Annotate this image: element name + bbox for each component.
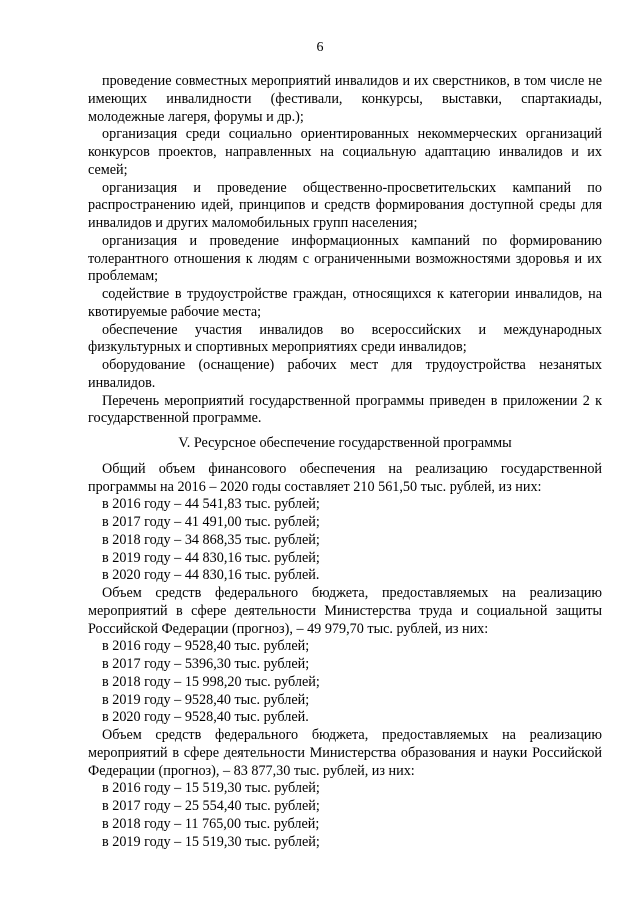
list-item-information-campaigns: организация и проведение информационных кампаний по формированию толерантного отношения к людям с ограниченными возможностями здоровья и их проблемам; <box>88 232 602 285</box>
paragraph-education-ministry-funding: Объем средств федерального бюджета, предоставляемых на реализацию мероприятий в сфере деятельности Министерства образования и науки Российской Федерации (прогноз), – 83 877,30 тыс. рублей, из них: <box>88 727 602 779</box>
section-heading: V. Ресурсное обеспечение государственной программы <box>178 435 512 451</box>
list-item-workplace-equipment: оборудование (оснащение) рабочих мест для трудоустройства незанятых инвалидов. <box>88 357 602 391</box>
list-item-employment-assistance: содействие в трудоустройстве граждан, относящихся к категории инвалидов, на квотируемые рабочие места; <box>88 286 602 320</box>
paragraph-total-funding: Общий объем финансового обеспечения на реализацию государственной программы на 2016 – 2020 годы составляет 210 561,50 тыс. рублей, из них: <box>88 460 602 495</box>
funding-year-line: в 2018 году – 11 765,00 тыс. рублей; <box>102 815 320 832</box>
funding-year-line: в 2016 году – 44 541,83 тыс. рублей; <box>102 496 320 513</box>
list-item-nko-contests: организация среди социально ориентированных некоммерческих организаций конкурсов проектов, направленных на социальную адаптацию инвалидов и их семей; <box>88 126 602 178</box>
document-body <box>88 73 602 851</box>
page-number: 6 <box>316 40 324 55</box>
funding-year-line: в 2018 году – 34 868,35 тыс. рублей; <box>102 531 320 548</box>
funding-year-line: в 2016 году – 15 519,30 тыс. рублей; <box>102 780 320 797</box>
funding-year-line: в 2016 году – 9528,40 тыс. рублей; <box>102 638 310 655</box>
funding-year-line: в 2019 году – 15 519,30 тыс. рублей; <box>102 833 320 850</box>
list-item-joint-events: проведение совместных мероприятий инвалидов и их сверстников, в том числе не имеющих инвалидности (фестивали, конкурсы, выставки, спартакиады, молодежные лагеря, форумы и др.); <box>88 73 602 125</box>
funding-year-line: в 2018 году – 15 998,20 тыс. рублей; <box>102 673 320 690</box>
paragraph-labor-ministry-funding: Объем средств федерального бюджета, предоставляемых на реализацию мероприятий в сфере деятельности Министерства труда и социальной защиты Российской Федерации (прогноз), – 49 979,70 тыс. рублей, из них: <box>88 585 602 637</box>
list-item-sports-participation: обеспечение участия инвалидов во всероссийских и международных физкультурных и спортивных мероприятиях среди инвалидов; <box>88 321 602 356</box>
funding-year-line: в 2020 году – 9528,40 тыс. рублей. <box>102 709 309 726</box>
funding-year-line: в 2020 году – 44 830,16 тыс. рублей. <box>102 567 320 584</box>
list-item-awareness-campaigns: организация и проведение общественно-просветительских кампаний по распространению идей, принципов и средств формирования доступной среды для инвалидов и других маломобильных групп населения; <box>88 179 602 231</box>
funding-year-line: в 2019 году – 9528,40 тыс. рублей; <box>102 691 310 708</box>
funding-year-line: в 2017 году – 5396,30 тыс. рублей; <box>102 656 310 672</box>
paragraph-events-list-reference: Перечень мероприятий государственной программы приведен в приложении 2 к государственной программе. <box>88 392 602 427</box>
funding-year-line: в 2017 году – 41 491,00 тыс. рублей; <box>102 514 320 530</box>
funding-year-line: в 2017 году – 25 554,40 тыс. рублей; <box>102 798 320 814</box>
funding-year-line: в 2019 году – 44 830,16 тыс. рублей; <box>102 549 320 566</box>
